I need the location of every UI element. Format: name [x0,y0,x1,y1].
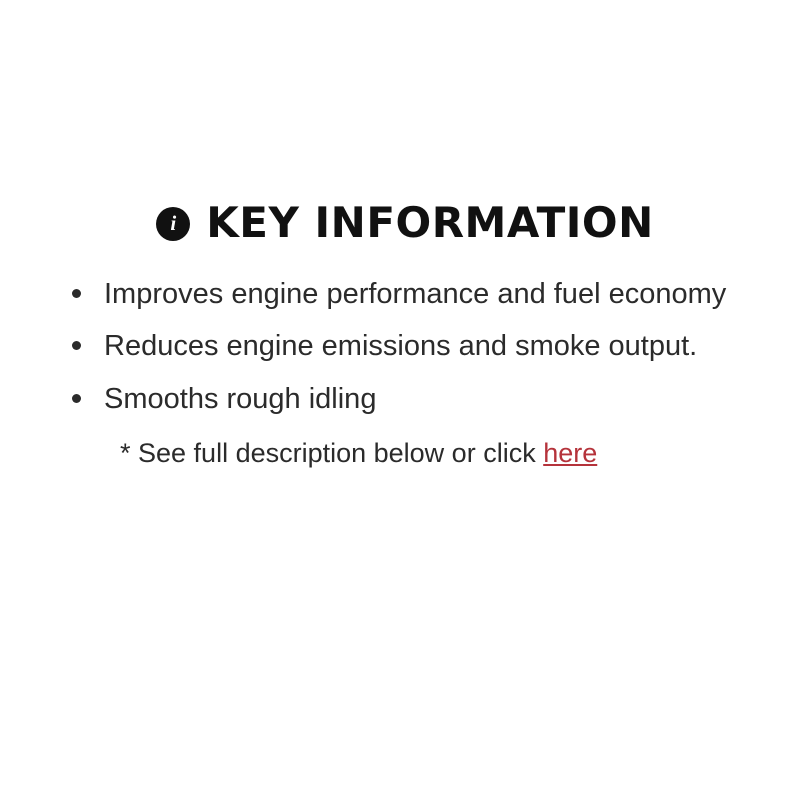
key-points-list [0,275,800,418]
footnote [0,438,800,469]
page-title: KEY INFORMATION [206,198,654,247]
list-item [60,380,740,418]
list-item-text: Improves engine performance and fuel economy [104,278,727,310]
full-description-link[interactable]: here [543,437,598,468]
bullet-dot-icon [72,341,81,350]
bullet-dot-icon [72,289,81,298]
bullet-dot-icon [72,394,81,403]
list-item-text: Smooths rough idling [104,382,377,415]
info-icon: i [156,207,190,241]
list-item [60,327,740,365]
list-item-text: Reduces engine emissions and smoke output. [104,330,698,363]
content-block [0,198,800,469]
footnote-text: * See full description below or click [120,437,544,468]
list-item [60,275,740,313]
heading [0,198,800,247]
